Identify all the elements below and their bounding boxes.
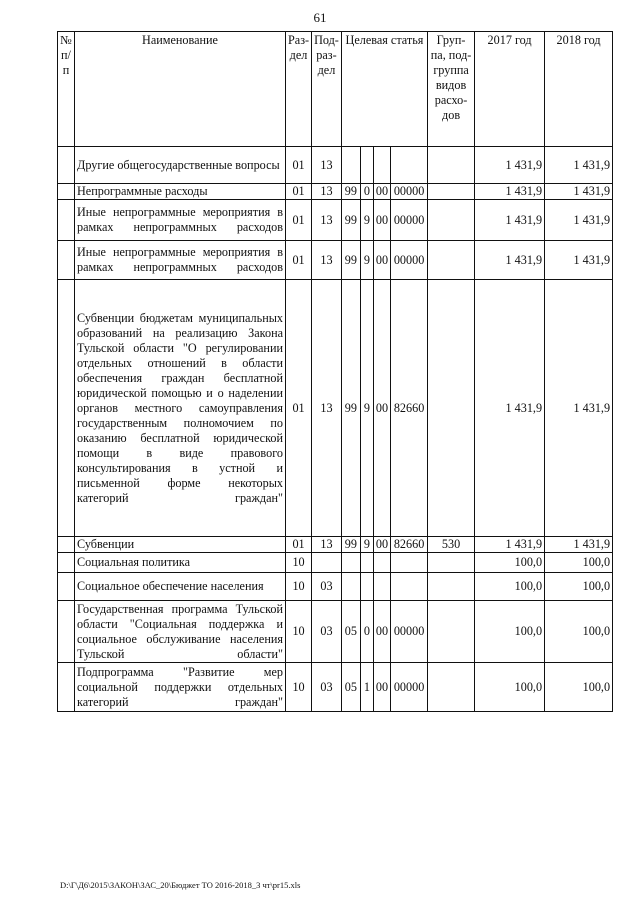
table-row <box>58 200 613 241</box>
row-2017-cell: 1 431,9 <box>475 200 545 241</box>
header-num: № п/п <box>58 32 75 147</box>
row-target-subprogram-cell <box>360 147 373 184</box>
row-number-cell <box>58 663 75 712</box>
row-target-event-cell: 00 <box>373 184 390 200</box>
row-target-subprogram-cell <box>360 573 373 601</box>
header-group: Груп- па, под- группа видов расхо- дов <box>428 32 475 147</box>
row-number-cell <box>58 280 75 537</box>
header-2017: 2017 год <box>475 32 545 147</box>
row-name-cell: Иные непрограммные мероприятия в рамках непрограммных расходов <box>75 241 286 280</box>
header-razdel: Раз- дел <box>286 32 312 147</box>
row-razdel-cell: 01 <box>286 200 312 241</box>
row-target-direction-cell: 00000 <box>391 200 428 241</box>
row-group-cell <box>428 200 475 241</box>
row-target-subprogram-cell: 0 <box>360 184 373 200</box>
row-number-cell <box>58 601 75 663</box>
row-2017-cell: 1 431,9 <box>475 537 545 553</box>
row-razdel-cell: 10 <box>286 553 312 573</box>
table-row <box>58 241 613 280</box>
row-number-cell <box>58 184 75 200</box>
table-row <box>58 147 613 184</box>
row-target-subprogram-cell: 9 <box>360 280 373 537</box>
row-target-direction-cell: 00000 <box>391 184 428 200</box>
row-number-cell <box>58 573 75 601</box>
row-target-direction-cell: 82660 <box>391 537 428 553</box>
row-2017-cell: 100,0 <box>475 601 545 663</box>
row-group-cell <box>428 573 475 601</box>
row-name-cell: Субвенции бюджетам муниципальных образований на реализацию Закона Тульской области "О регулировании отдельных отношений в области обеспечения граждан бесплатной юридической помощью и о наделении органов местного самоуправления государственным полномочием по оказанию бесплатной юридической помощи в виде правового консультирования в устной и письменной форме некоторых категорий граждан" <box>75 280 286 537</box>
row-target-subprogram-cell <box>360 553 373 573</box>
page-number: 61 <box>313 10 327 25</box>
row-target-direction-cell <box>391 553 428 573</box>
row-target-program-cell: 05 <box>341 663 360 712</box>
row-podrazdel-cell: 13 <box>312 147 342 184</box>
row-2017-cell: 1 431,9 <box>475 147 545 184</box>
row-razdel-cell: 01 <box>286 241 312 280</box>
row-2017-cell: 1 431,9 <box>475 184 545 200</box>
header-target: Целевая статья <box>341 32 427 147</box>
row-podrazdel-cell: 13 <box>312 241 342 280</box>
row-podrazdel-cell: 03 <box>312 601 342 663</box>
row-target-event-cell: 00 <box>373 200 390 241</box>
row-target-direction-cell <box>391 147 428 184</box>
row-target-direction-cell <box>391 573 428 601</box>
row-target-program-cell <box>341 553 360 573</box>
row-target-event-cell <box>373 553 390 573</box>
row-group-cell <box>428 601 475 663</box>
row-2018-cell: 1 431,9 <box>545 184 613 200</box>
row-target-program-cell: 99 <box>341 200 360 241</box>
header-podrazdel: Под- раз- дел <box>312 32 342 147</box>
row-razdel-cell: 10 <box>286 663 312 712</box>
row-target-direction-cell: 00000 <box>391 663 428 712</box>
row-target-program-cell: 99 <box>341 184 360 200</box>
table-body <box>58 147 613 712</box>
row-name-cell: Субвенции <box>75 537 286 553</box>
row-podrazdel-cell: 13 <box>312 184 342 200</box>
row-2018-cell: 1 431,9 <box>545 147 613 184</box>
row-2018-cell: 100,0 <box>545 573 613 601</box>
row-target-event-cell <box>373 147 390 184</box>
table-header-row <box>58 32 613 147</box>
row-podrazdel-cell: 13 <box>312 200 342 241</box>
row-razdel-cell: 10 <box>286 573 312 601</box>
row-target-program-cell <box>341 573 360 601</box>
row-target-program-cell: 05 <box>341 601 360 663</box>
table-row <box>58 184 613 200</box>
row-group-cell <box>428 663 475 712</box>
table-row <box>58 573 613 601</box>
row-podrazdel-cell <box>312 553 342 573</box>
row-name-cell: Непрограммные расходы <box>75 184 286 200</box>
table-row <box>58 280 613 537</box>
row-razdel-cell: 01 <box>286 184 312 200</box>
row-target-subprogram-cell: 1 <box>360 663 373 712</box>
row-target-subprogram-cell: 9 <box>360 200 373 241</box>
header-2018: 2018 год <box>545 32 613 147</box>
row-target-event-cell: 00 <box>373 241 390 280</box>
row-group-cell <box>428 184 475 200</box>
row-2018-cell: 1 431,9 <box>545 200 613 241</box>
row-group-cell <box>428 241 475 280</box>
row-2017-cell: 1 431,9 <box>475 241 545 280</box>
row-group-cell <box>428 553 475 573</box>
row-2018-cell: 100,0 <box>545 553 613 573</box>
row-name-cell: Государственная программа Тульской области "Социальная поддержка и социальное обслуживание населения Тульской области" <box>75 601 286 663</box>
row-target-event-cell <box>373 573 390 601</box>
row-podrazdel-cell: 13 <box>312 280 342 537</box>
footer-file-path: D:\Г\Д6\2015\ЗАКОН\ЗАС_20\Бюджет ТО 2016-2018_3 чт\pr15.xls <box>60 880 301 890</box>
row-target-direction-cell: 00000 <box>391 601 428 663</box>
row-podrazdel-cell: 03 <box>312 663 342 712</box>
row-target-subprogram-cell: 9 <box>360 241 373 280</box>
row-number-cell <box>58 147 75 184</box>
row-group-cell <box>428 147 475 184</box>
row-target-program-cell: 99 <box>341 241 360 280</box>
row-target-program-cell: 99 <box>341 280 360 537</box>
row-target-program-cell <box>341 147 360 184</box>
row-razdel-cell: 10 <box>286 601 312 663</box>
row-podrazdel-cell: 13 <box>312 537 342 553</box>
row-razdel-cell: 01 <box>286 147 312 184</box>
row-podrazdel-cell: 03 <box>312 573 342 601</box>
budget-table <box>57 31 613 712</box>
row-name-cell: Социальное обеспечение населения <box>75 573 286 601</box>
row-name-cell: Социальная политика <box>75 553 286 573</box>
row-target-direction-cell: 82660 <box>391 280 428 537</box>
row-target-event-cell: 00 <box>373 601 390 663</box>
row-2018-cell: 1 431,9 <box>545 280 613 537</box>
row-2018-cell: 1 431,9 <box>545 241 613 280</box>
row-target-direction-cell: 00000 <box>391 241 428 280</box>
row-number-cell <box>58 537 75 553</box>
table-row <box>58 601 613 663</box>
row-2018-cell: 100,0 <box>545 663 613 712</box>
table-row <box>58 537 613 553</box>
row-2018-cell: 100,0 <box>545 601 613 663</box>
row-name-cell: Иные непрограммные мероприятия в рамках непрограммных расходов <box>75 200 286 241</box>
row-2017-cell: 100,0 <box>475 663 545 712</box>
row-group-cell <box>428 280 475 537</box>
row-number-cell <box>58 241 75 280</box>
row-target-program-cell: 99 <box>341 537 360 553</box>
row-target-subprogram-cell: 9 <box>360 537 373 553</box>
row-group-cell: 530 <box>428 537 475 553</box>
row-target-subprogram-cell: 0 <box>360 601 373 663</box>
row-razdel-cell: 01 <box>286 537 312 553</box>
row-target-event-cell: 00 <box>373 280 390 537</box>
row-2018-cell: 1 431,9 <box>545 537 613 553</box>
row-name-cell: Подпрограмма "Развитие мер социальной поддержки отдельных категорий граждан" <box>75 663 286 712</box>
row-number-cell <box>58 553 75 573</box>
row-target-event-cell: 00 <box>373 537 390 553</box>
row-2017-cell: 100,0 <box>475 573 545 601</box>
row-number-cell <box>58 200 75 241</box>
row-razdel-cell: 01 <box>286 280 312 537</box>
row-2017-cell: 1 431,9 <box>475 280 545 537</box>
header-name: Наименование <box>75 32 286 147</box>
row-2017-cell: 100,0 <box>475 553 545 573</box>
row-name-cell: Другие общегосударственные вопросы <box>75 147 286 184</box>
row-target-event-cell: 00 <box>373 663 390 712</box>
table-row <box>58 553 613 573</box>
table-row <box>58 663 613 712</box>
